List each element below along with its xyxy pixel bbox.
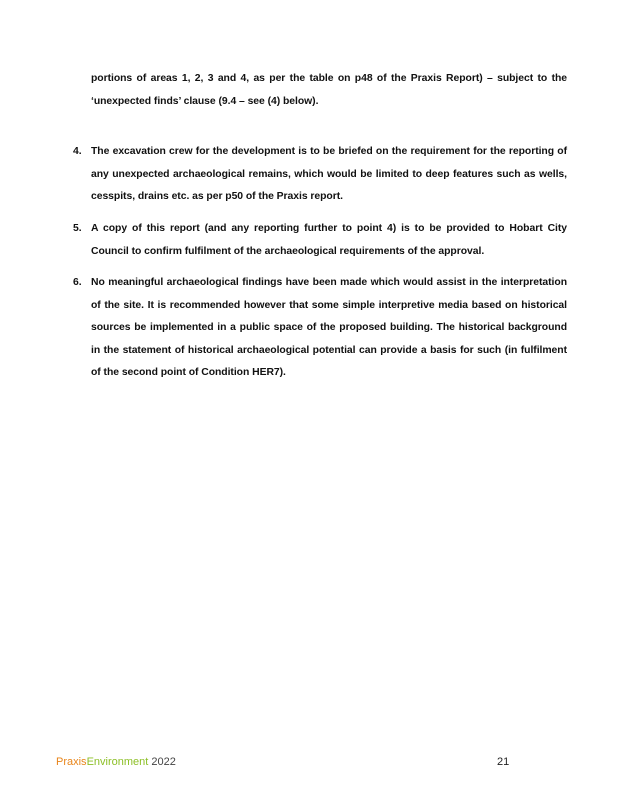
list-item-text: The excavation crew for the development is to be briefed on the requirement for the reporting of any unexpected archaeological remains, which would be limited to deep features such as wells, cesspits, drains etc. as per p50 of the Praxis report. <box>91 146 567 202</box>
brand-environment: Environment <box>86 756 149 768</box>
list-item-number: 5. <box>73 223 82 234</box>
list-item-number: 4. <box>73 146 82 157</box>
brand-praxis: Praxis <box>56 756 87 768</box>
footer-brand <box>56 755 176 769</box>
page-number: 21 <box>497 756 510 768</box>
list-item-number: 6. <box>73 277 82 288</box>
continuation-paragraph: portions of areas 1, 2, 3 and 4, as per the table on p48 of the Praxis Report) – subject to the ‘unexpected finds’ clause (9.4 – see (4) below). <box>91 73 567 107</box>
footer-year: 2022 <box>151 756 176 768</box>
list-item-text: No meaningful archaeological findings have been made which would assist in the interpretation of the site. It is recommended however that some simple interpretive media based on historical sources be implemented in a public space of the proposed building. The historical background in the statement of historical archaeological potential can provide a basis for such (in fulfilment of the second point of Condition HER7). <box>91 277 567 378</box>
list-item-text: A copy of this report (and any reporting further to point 4) is to be provided to Hobart City Council to confirm fulfilment of the archaeological requirements of the approval. <box>91 223 567 257</box>
